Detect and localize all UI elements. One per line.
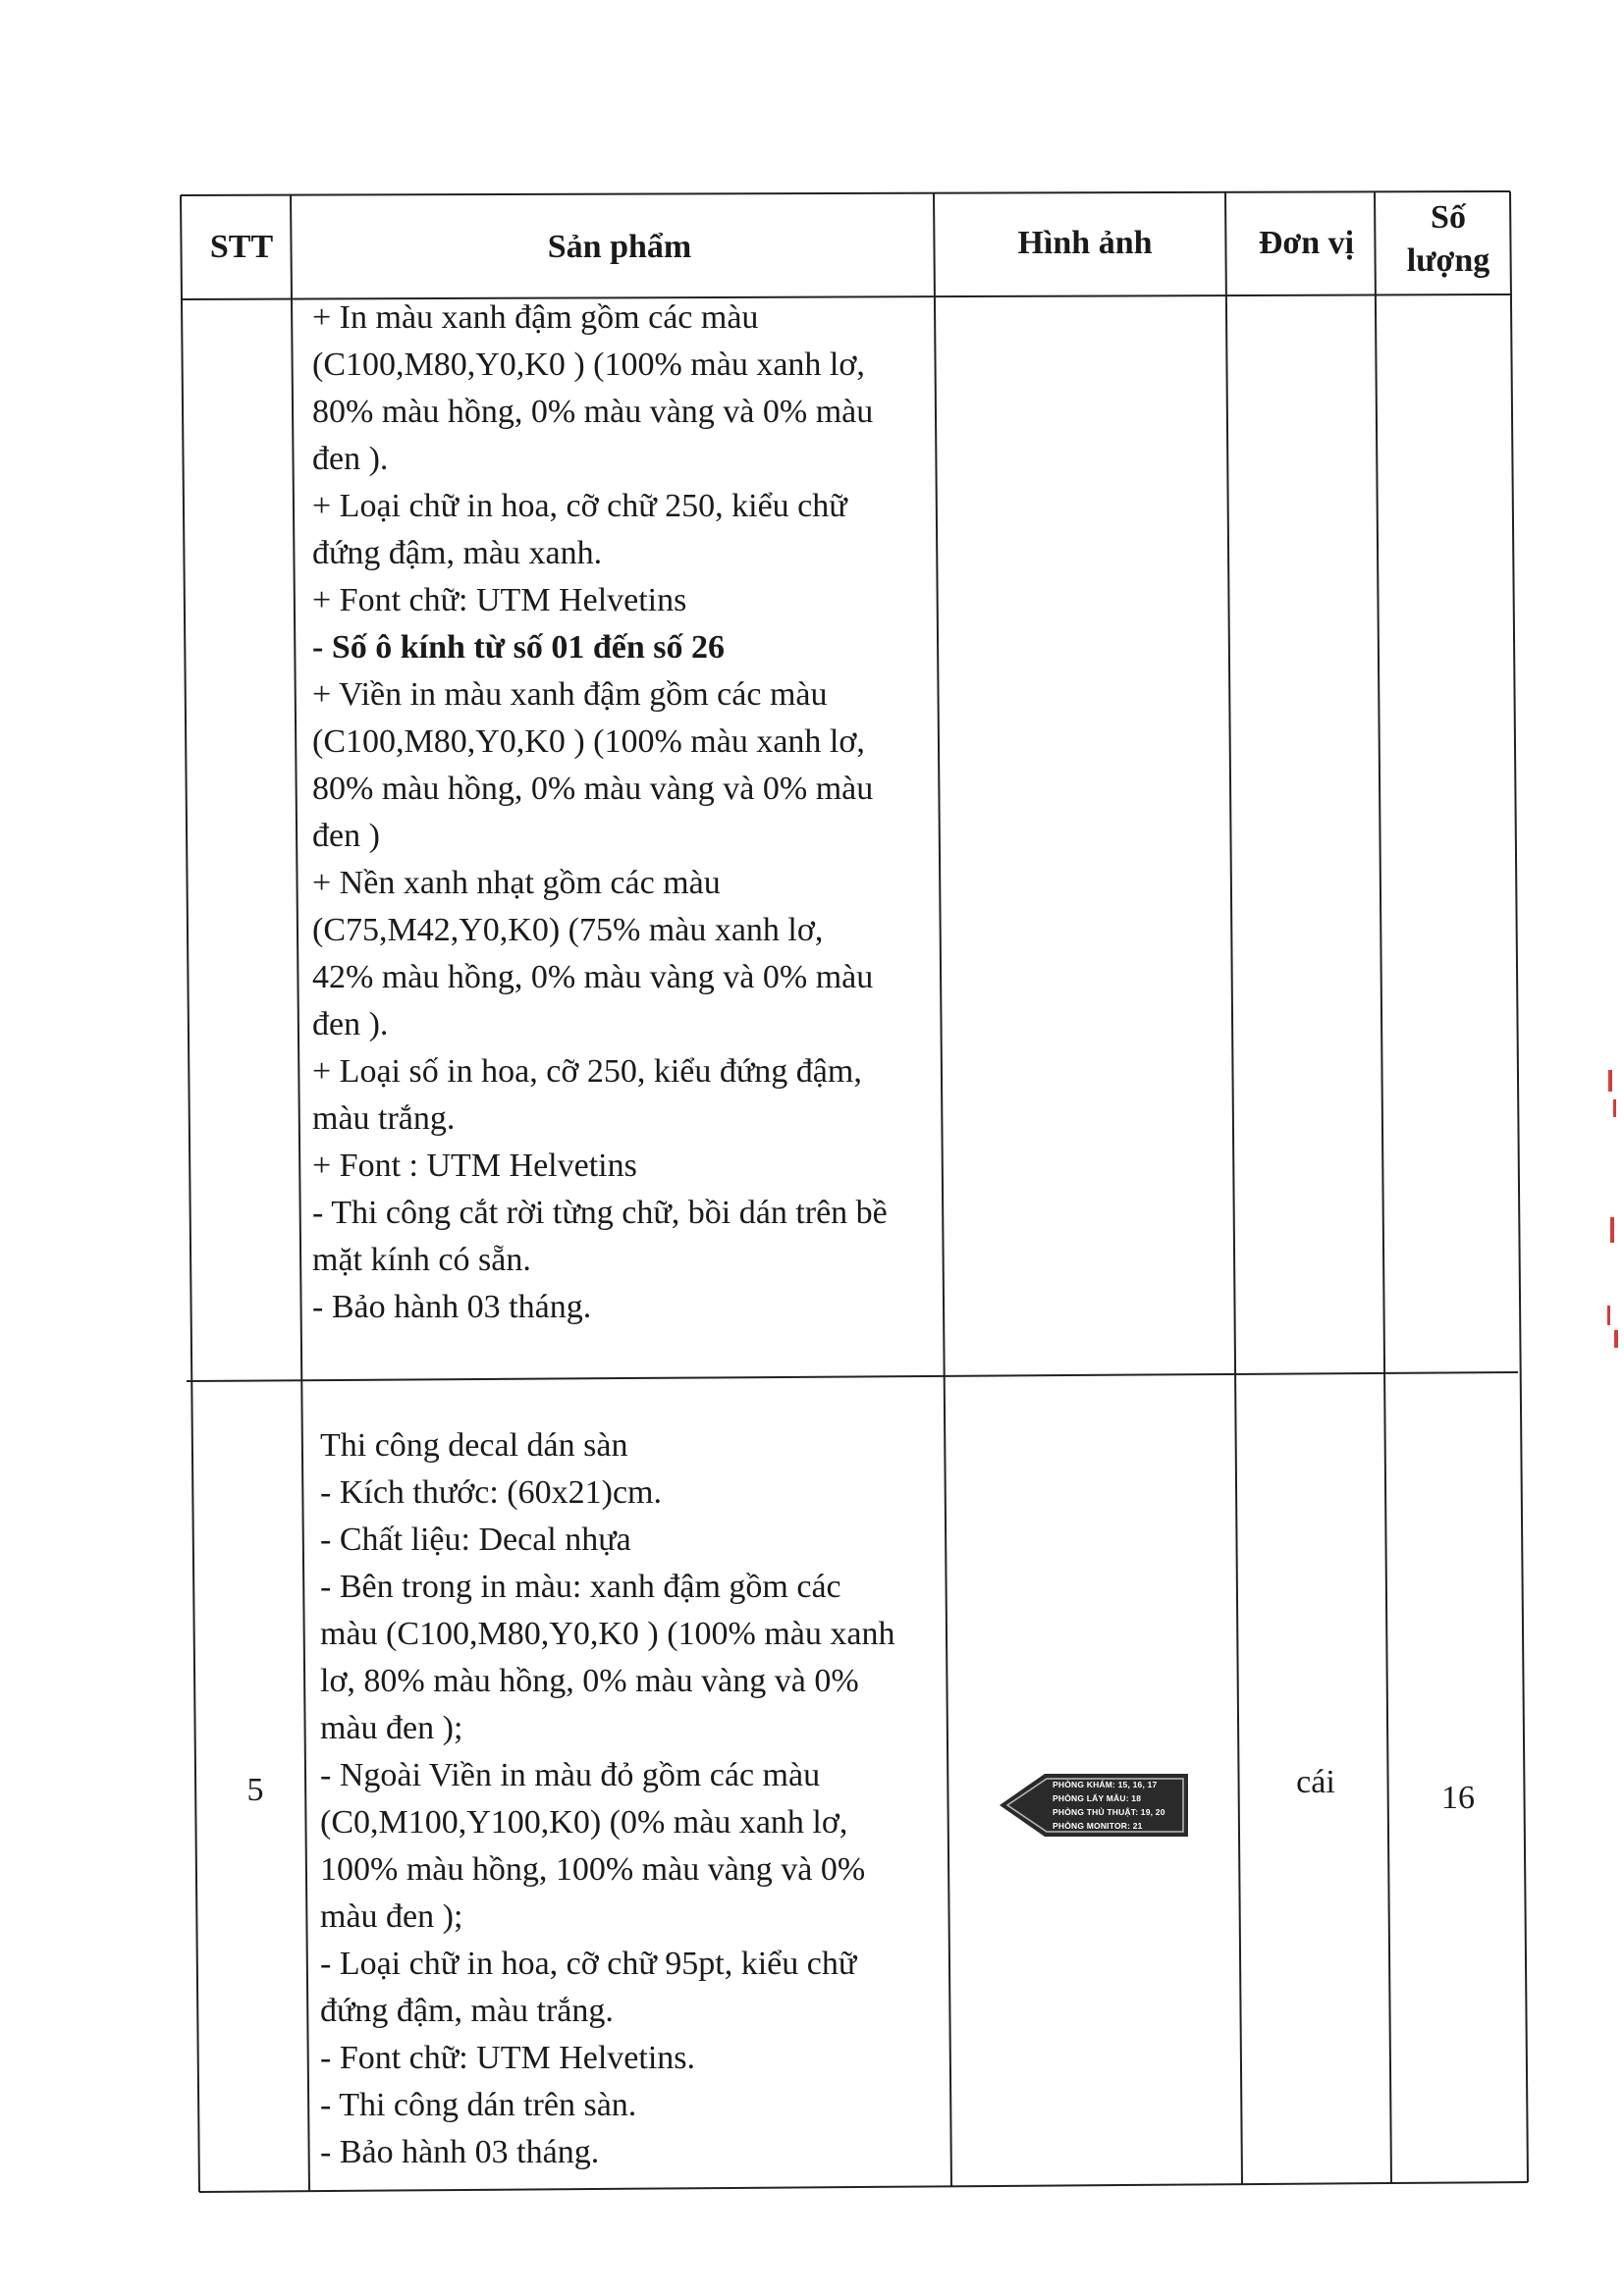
description-line: (C75,M42,Y0,K0) (75% màu xanh lơ, [312, 912, 824, 948]
grid-line [1510, 191, 1528, 2182]
grid-line [291, 195, 309, 2192]
header-qty-line1: Số [1431, 199, 1466, 236]
grid-line [181, 195, 199, 2192]
grid-line [187, 1372, 1518, 1381]
floor-decal-sign-image [1000, 1774, 1188, 1837]
description-line: - Ngoài Viền in màu đỏ gồm các màu [320, 1757, 821, 1793]
header-qty-line2: lượng [1406, 242, 1490, 279]
header-product: Sản phẩm [547, 229, 692, 265]
header-stt: STT [209, 229, 274, 265]
header-image: Hình ảnh [1017, 225, 1153, 261]
description-line: lơ, 80% màu hồng, 0% màu vàng và 0% [320, 1663, 859, 1699]
description-line: + Font chữ: UTM Helvetins [312, 582, 687, 618]
description-line: màu đen ); [320, 1898, 463, 1935]
description-line: - Thi công dán trên sàn. [320, 2087, 637, 2123]
header-qty [1384, 196, 1512, 283]
description-line: 80% màu hồng, 0% màu vàng và 0% màu [312, 394, 874, 430]
description-line: đen ). [312, 441, 389, 477]
description-line: - Bên trong in màu: xanh đậm gồm các [320, 1569, 841, 1605]
stamp-edge-mark [1607, 1306, 1610, 1325]
description-line: - Chất liệu: Decal nhựa [320, 1522, 631, 1558]
description-line: - Bảo hành 03 tháng. [320, 2134, 600, 2170]
description-line: - Thi công cắt rời từng chữ, bồi dán trên bề [312, 1195, 888, 1231]
row-5-stt: 5 [246, 1772, 264, 1808]
description-line: (C0,M100,Y100,K0) (0% màu xanh lơ, [320, 1804, 848, 1841]
description-line: 42% màu hồng, 0% màu vàng và 0% màu [312, 959, 874, 995]
stamp-edge-mark [1613, 1099, 1616, 1117]
description-line: + Nền xanh nhạt gồm các màu [312, 865, 721, 901]
description-line: + Viền in màu xanh đậm gồm các màu [312, 676, 828, 713]
description-line: màu trắng. [312, 1100, 456, 1137]
header-unit: Đơn vị [1258, 225, 1355, 261]
description-line: + Loại chữ in hoa, cỡ chữ 250, kiểu chữ [312, 488, 847, 524]
stamp-edge-mark [1610, 1217, 1614, 1243]
sign-text [1053, 1778, 1186, 1833]
description-line: Thi công decal dán sàn [320, 1427, 628, 1464]
row-continued-description [312, 294, 941, 1331]
grid-line [181, 191, 1510, 195]
sign-text-line: PHÒNG MONITOR: 21 [1053, 1821, 1143, 1831]
description-line: màu đen ); [320, 1710, 463, 1746]
description-line-bold: - Số ô kính từ số 01 đến số 26 [312, 629, 726, 666]
description-line: + In màu xanh đậm gồm các màu [312, 299, 759, 336]
row-5-unit: cái [1296, 1764, 1335, 1800]
stamp-edge-mark [1608, 1070, 1612, 1092]
description-line: - Loại chữ in hoa, cỡ chữ 95pt, kiểu chữ [320, 1946, 857, 1982]
description-line: đứng đậm, màu xanh. [312, 535, 603, 571]
description-line: màu (C100,M80,Y0,K0 ) (100% màu xanh [320, 1616, 895, 1652]
description-line: 100% màu hồng, 100% màu vàng và 0% [320, 1851, 866, 1888]
sign-text-line: PHÒNG LẤY MẪU: 18 [1053, 1793, 1142, 1803]
description-line: - Bảo hành 03 tháng. [312, 1289, 592, 1325]
row-5-description [320, 1422, 948, 2176]
grid-line [1375, 191, 1391, 2184]
row-5-qty: 16 [1441, 1780, 1475, 1816]
description-line: - Font chữ: UTM Helvetins. [320, 2040, 696, 2076]
description-line: đứng đậm, màu trắng. [320, 1993, 614, 2029]
description-line: + Loại số in hoa, cỡ 250, kiểu đứng đậm, [312, 1053, 862, 1090]
stamp-edge-mark [1614, 1330, 1618, 1348]
description-line: + Font : UTM Helvetins [312, 1148, 637, 1184]
description-line: đen ). [312, 1006, 389, 1042]
description-line: mặt kính có sẵn. [312, 1242, 531, 1278]
sign-text-line: PHÒNG KHÁM: 15, 16, 17 [1053, 1780, 1158, 1789]
grid-line [199, 2182, 1528, 2192]
grid-line [1225, 192, 1242, 2185]
sign-text-line: PHÒNG THỦ THUẬT: 19, 20 [1053, 1807, 1165, 1817]
description-line: 80% màu hồng, 0% màu vàng và 0% màu [312, 771, 874, 807]
description-line: - Kích thước: (60x21)cm. [320, 1474, 662, 1511]
description-line: (C100,M80,Y0,K0 ) (100% màu xanh lơ, [312, 723, 865, 760]
description-line: (C100,M80,Y0,K0 ) (100% màu xanh lơ, [312, 347, 865, 383]
description-line: đen ) [312, 818, 380, 854]
